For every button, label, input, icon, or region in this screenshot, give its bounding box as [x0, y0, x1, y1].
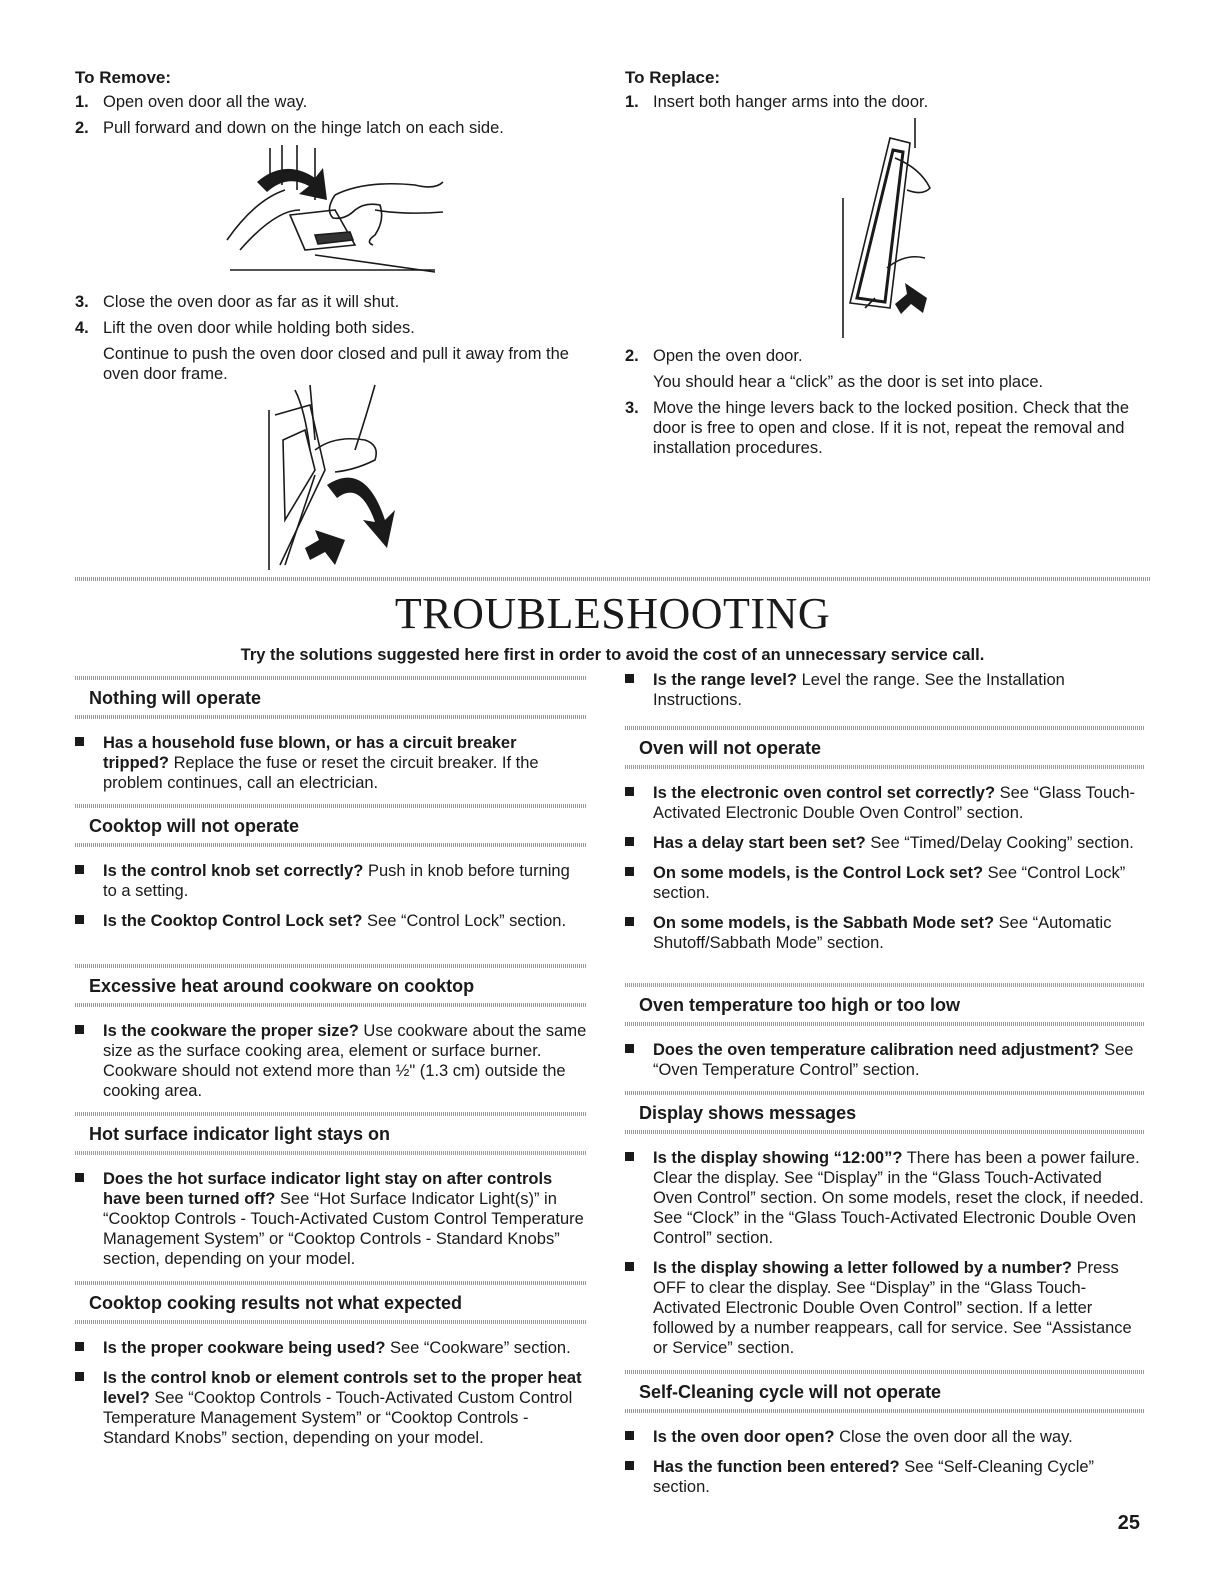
- bullet-square-icon: [625, 1152, 634, 1161]
- solution-item: [625, 1148, 1145, 1248]
- question: Has a delay start been set?: [653, 834, 866, 852]
- solution-list: [625, 1040, 1145, 1080]
- step-number: 2.: [625, 347, 639, 365]
- answer: See “Oven Temperature Control” section.: [653, 1041, 1134, 1079]
- bullet-square-icon: [625, 787, 634, 796]
- step-extra: You should hear a “click” as the door is set into place.: [653, 373, 1044, 391]
- remove-step: [75, 118, 585, 138]
- solution-item: [625, 1258, 1145, 1358]
- bullet-square-icon: [625, 1431, 634, 1440]
- section-hot-surface-indicator: [75, 1112, 587, 1279]
- question: Has a household fuse blown, or has a circuit breaker tripped?: [103, 734, 517, 772]
- step-number: 3.: [75, 293, 89, 311]
- solution-item: [75, 861, 587, 901]
- solution-item: [75, 1021, 587, 1101]
- step-extra: Continue to push the oven door closed and pull it away from the oven door frame.: [103, 345, 569, 383]
- answer: See “Control Lock” section.: [653, 864, 1126, 902]
- solution-item: [75, 911, 587, 931]
- step-number: 4.: [75, 319, 89, 337]
- section-bottom-rule: [75, 843, 587, 847]
- bullet-square-icon: [75, 1342, 84, 1351]
- answer: See “Cookware” section.: [385, 1339, 571, 1357]
- replace-title: To Replace:: [625, 68, 721, 87]
- step-number: 1.: [75, 93, 89, 111]
- section-heading: Excessive heat around cookware on cooktop: [89, 976, 475, 996]
- step-text: Pull forward and down on the hinge latch on each side.: [103, 119, 504, 137]
- step-number: 1.: [625, 93, 639, 111]
- section-bottom-rule: [625, 1022, 1145, 1026]
- question: Has the function been entered?: [653, 1458, 900, 1476]
- question: Is the display showing a letter followed by a number?: [653, 1259, 1072, 1277]
- solution-item: [625, 863, 1145, 903]
- section-heading: Display shows messages: [639, 1103, 857, 1123]
- replace-step: [625, 346, 1145, 392]
- bullet-square-icon: [75, 1025, 84, 1034]
- solution-item: [625, 833, 1145, 853]
- section-bottom-rule: [75, 1320, 587, 1324]
- remove-title: To Remove:: [75, 68, 172, 87]
- answer: Press OFF to clear the display. See “Display” in the “Glass Touch-Activated Electronic Double Oven Control” section. If a letter followed by a number reappears, call for service. See “Assistance or Service” section.: [653, 1259, 1132, 1357]
- step-text: Open the oven door.: [653, 347, 803, 365]
- answer: Push in knob before turning to a setting.: [103, 862, 570, 900]
- section-cooktop-will-not-operate: [75, 804, 587, 941]
- solution-item: [75, 1338, 587, 1358]
- door-lift-illustration: [255, 380, 400, 575]
- section-cooking-results: [75, 1281, 587, 1458]
- question: Does the hot surface indicator light stay on after controls have been turned off?: [103, 1170, 553, 1208]
- question: Is the oven door open?: [653, 1428, 835, 1446]
- answer: See “Cooktop Controls - Touch-Activated Custom Control Temperature Management System” or “Cooktop Controls - Standard Knobs” section, depending on your model.: [103, 1389, 573, 1447]
- solution-item: [625, 670, 1145, 710]
- section-self-cleaning: [625, 1370, 1145, 1507]
- section-display-messages: [625, 1091, 1145, 1368]
- section-bottom-rule: [625, 765, 1145, 769]
- section-heading: Oven temperature too high or too low: [639, 995, 961, 1015]
- remove-steps-b: [75, 292, 585, 390]
- section-bottom-rule: [75, 1003, 587, 1007]
- solution-item: [625, 1040, 1145, 1080]
- bullet-square-icon: [75, 1173, 84, 1182]
- bullet-square-icon: [75, 1372, 84, 1381]
- solution-list: [75, 861, 587, 931]
- bullet-square-icon: [625, 917, 634, 926]
- step-text: Insert both hanger arms into the door.: [653, 93, 929, 111]
- solution-list: [75, 733, 587, 793]
- section-nothing-will-operate: [75, 676, 587, 803]
- replace-steps-a: [625, 92, 1145, 118]
- section-heading: Self-Cleaning cycle will not operate: [639, 1382, 942, 1402]
- answer: Replace the fuse or reset the circuit breaker. If the problem continues, call an electrician.: [103, 754, 539, 792]
- answer: See “Control Lock” section.: [362, 912, 567, 930]
- answer: Use cookware about the same size as the surface cooking area, element or surface burner. Cookware should not extend more than ½" (1.3 cm) outside the cooking area.: [103, 1022, 587, 1100]
- remove-steps-a: [75, 92, 585, 144]
- question: Is the control knob or element controls set to the proper heat level?: [103, 1369, 582, 1407]
- bullet-square-icon: [75, 915, 84, 924]
- bullet-square-icon: [625, 1044, 634, 1053]
- step-text: Move the hinge levers back to the locked position. Check that the door is free to open and close. If it is not, repeat the removal and installation procedures.: [653, 399, 1130, 457]
- page-subtitle: Try the solutions suggested here first in order to avoid the cost of an unnecessary service call.: [240, 646, 985, 664]
- bullet-square-icon: [625, 1461, 634, 1470]
- answer: See “Glass Touch-Activated Electronic Double Oven Control” section.: [653, 784, 1136, 822]
- section-heading: Nothing will operate: [89, 688, 262, 708]
- question: Is the range level?: [653, 671, 797, 689]
- replace-steps-b: [625, 346, 1145, 464]
- section-heading: Cooktop cooking results not what expected: [89, 1293, 463, 1313]
- replace-step: [625, 92, 1145, 112]
- solution-list: [75, 1338, 587, 1448]
- question: On some models, is the Sabbath Mode set?: [653, 914, 995, 932]
- section-heading: Hot surface indicator light stays on: [89, 1124, 391, 1144]
- section-bottom-rule: [625, 1130, 1145, 1134]
- solution-item: [625, 783, 1145, 823]
- hinge-latch-illustration: [215, 140, 445, 280]
- solution-list: [625, 1148, 1145, 1358]
- remove-step: [75, 318, 585, 384]
- section-heading: Oven will not operate: [639, 738, 822, 758]
- question: Is the Cooktop Control Lock set?: [103, 912, 363, 930]
- solution-list: [75, 1021, 587, 1101]
- section-bottom-rule: [75, 715, 587, 719]
- solution-item: [625, 913, 1145, 953]
- solution-item: [625, 1457, 1145, 1497]
- step-number: 3.: [625, 399, 639, 417]
- bullet-square-icon: [625, 674, 634, 683]
- question: Is the display showing “12:00”?: [653, 1149, 903, 1167]
- section-divider: [75, 577, 1150, 581]
- question: On some models, is the Control Lock set?: [653, 864, 984, 882]
- step-text: Close the oven door as far as it will shut.: [103, 293, 400, 311]
- step-text: Lift the oven door while holding both sides.: [103, 319, 415, 337]
- question: Is the proper cookware being used?: [103, 1339, 386, 1357]
- section-bottom-rule: [625, 1409, 1145, 1413]
- section-oven-temperature: [625, 983, 1145, 1090]
- bullet-square-icon: [625, 867, 634, 876]
- solution-item: [75, 733, 587, 793]
- page-number: 25: [1117, 1512, 1140, 1534]
- answer: See “Hot Surface Indicator Light(s)” in “Cooktop Controls - Touch-Activated Custom Control Temperature Management System” or “Cooktop Controls - Standard Knobs” section, depending on your model.: [103, 1190, 584, 1268]
- section-oven-will-not-operate: [625, 726, 1145, 963]
- answer: See “Timed/Delay Cooking” section.: [865, 834, 1134, 852]
- answer: Level the range. See the Installation Instructions.: [653, 671, 1065, 709]
- solution-item: [75, 1169, 587, 1269]
- answer: See “Automatic Shutoff/Sabbath Mode” section.: [653, 914, 1112, 952]
- question: Is the cookware the proper size?: [103, 1022, 359, 1040]
- hanger-arm-illustration: [835, 118, 935, 343]
- section-bottom-rule: [75, 1151, 587, 1155]
- answer: See “Self-Cleaning Cycle” section.: [653, 1458, 1095, 1496]
- solution-list: [75, 1169, 587, 1269]
- remove-step: [75, 292, 585, 312]
- answer: There has been a power failure. Clear the display. See “Display” in the “Glass Touch-Activated Oven Control” section. On some models, reset the clock, if needed. See “Clock” in the “Glass Touch-Activated Electronic Double Oven Control” section.: [653, 1149, 1144, 1247]
- solution-list: [625, 670, 1145, 710]
- section-heading: Cooktop will not operate: [89, 816, 299, 836]
- solution-item: [625, 1427, 1145, 1447]
- answer: Close the oven door all the way.: [834, 1428, 1073, 1446]
- question: Does the oven temperature calibration need adjustment?: [653, 1041, 1100, 1059]
- bullet-square-icon: [625, 837, 634, 846]
- section-excessive-heat: [75, 964, 587, 1111]
- solution-list: [625, 783, 1145, 953]
- bullet-square-icon: [75, 865, 84, 874]
- bullet-square-icon: [625, 1262, 634, 1271]
- step-text: Open oven door all the way.: [103, 93, 308, 111]
- bullet-square-icon: [75, 737, 84, 746]
- step-number: 2.: [75, 119, 89, 137]
- question: Is the control knob set correctly?: [103, 862, 364, 880]
- page-title: TROUBLESHOOTING: [394, 589, 831, 638]
- section-range-level: [625, 658, 1145, 720]
- question: Is the electronic oven control set correctly?: [653, 784, 996, 802]
- remove-step: [75, 92, 585, 112]
- solution-list: [625, 1427, 1145, 1497]
- replace-step: [625, 398, 1145, 458]
- solution-item: [75, 1368, 587, 1448]
